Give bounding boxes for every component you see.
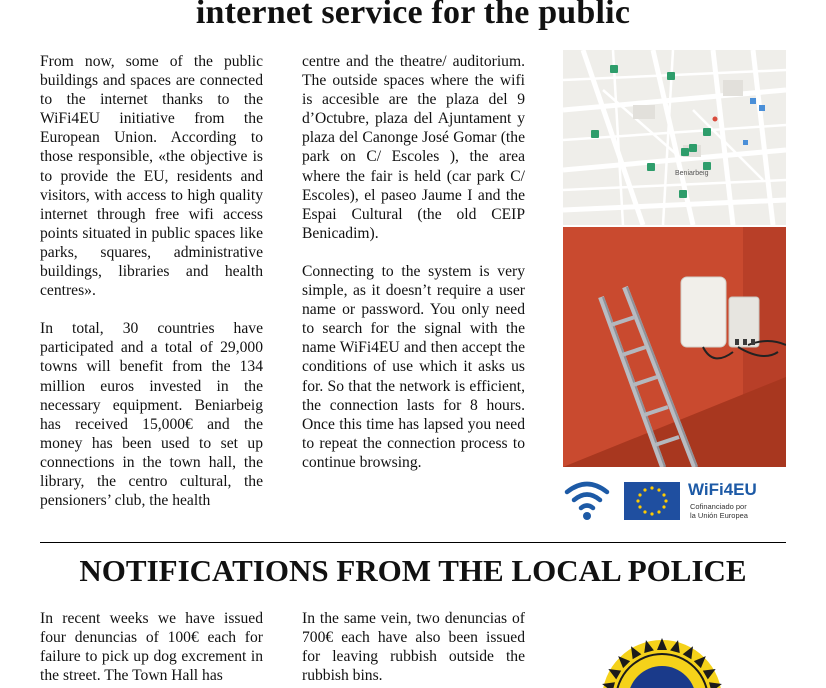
article-column-1 (40, 52, 263, 510)
article-paragraph: Connecting to the system is very simple, as it doesn’t require a user name or password. You only need to search for the signal with the name WiFi4EU and then accept the conditions of use which it asks us for. So that the network is efficient, the connection lasts for 8 hours. Once this time has lapsed you need to repeat the connection process to continue browsing. (302, 262, 525, 471)
town-map-image (563, 50, 786, 225)
police-badge-icon (592, 628, 732, 688)
logo-subtitle-line: Cofinanciado por (690, 502, 747, 511)
wifi4eu-logo-text: WiFi4EU (688, 480, 757, 499)
article-paragraph: In the same vein, two denuncias of 700€ each have also been issued for leaving rubbish outside the rubbish bins. (302, 610, 525, 685)
police-badge-image (592, 628, 732, 688)
article-paragraph: In total, 30 countries have participated and a total of 29,000 towns will benefit from the 134 million euros invested in the necessary equipment. Beniarbeig has received 15,000€ and the money has been used to set up connections in the town hall, the library, the centro cultural, the pensioners’ club, the health (40, 320, 263, 510)
police-column-2 (302, 609, 525, 685)
article-paragraph: centre and the theatre/ auditorium. The outside spaces where the wifi is accesible are the plaza del 9 d’Octubre, plaza del Ajuntament y plaza del Canonge José Gomar (the park on C/ Escoles ), the area where the fair is held (car park C/ Escoles), el paseo Jaume I and the Espai Cultural (the old CEIP Benicadim). (302, 53, 525, 242)
map-town-label: Beniarbeig (675, 170, 709, 177)
article-column-2 (302, 52, 525, 472)
wifi-router-photo (563, 227, 786, 467)
article-paragraph: From now, some of the public buildings and spaces are connected to the internet thanks to the WiFi4EU initiative from the European Union. According to those responsible, «the objective is to provide the EU, residents and visitors, with access to high quality internet through free wifi access points situated in public spaces like parks, squares, administrative buildings, libraries and health centres». (40, 53, 263, 300)
section-divider (40, 542, 786, 543)
article-headline: internet service for the public (195, 0, 631, 31)
photo-illustration (563, 227, 786, 467)
police-column-1 (40, 609, 263, 685)
article-paragraph: In recent weeks we have issued four denuncias of 100€ each for failure to pick up dog excrement in the street. The Town Hall has (40, 610, 263, 685)
map-streets (563, 50, 786, 225)
logo-subtitle-line: la Unión Europea (690, 511, 748, 520)
section-headline: NOTIFICATIONS FROM THE LOCAL POLICE (79, 553, 747, 588)
wifi4eu-logo-subtitle (690, 502, 790, 520)
